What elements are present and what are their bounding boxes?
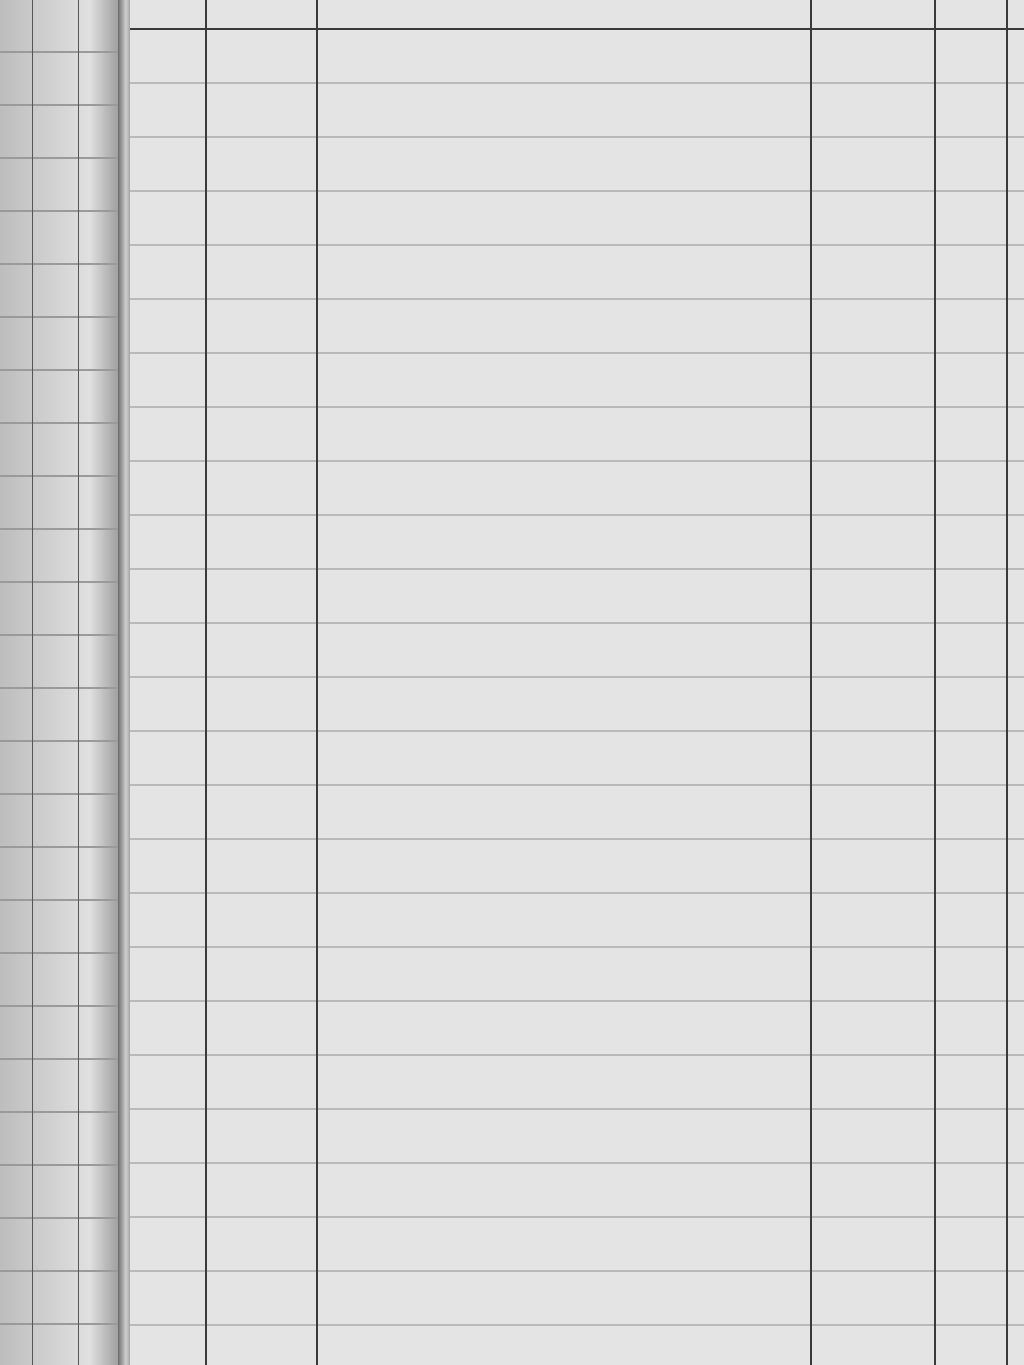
- column-rule-title: [316, 0, 318, 1365]
- header-rule: [130, 28, 1024, 30]
- ruled-lines: [130, 30, 1024, 1365]
- column-rule-sheets: [934, 0, 936, 1365]
- left-page-rule: [32, 0, 33, 1365]
- left-page-edge: [0, 0, 128, 1365]
- register-page: [130, 0, 1024, 1365]
- left-page-rule: [78, 0, 79, 1365]
- column-rule-number: [205, 0, 207, 1365]
- column-rule-dates: [810, 0, 812, 1365]
- column-rule-right: [1006, 0, 1008, 1365]
